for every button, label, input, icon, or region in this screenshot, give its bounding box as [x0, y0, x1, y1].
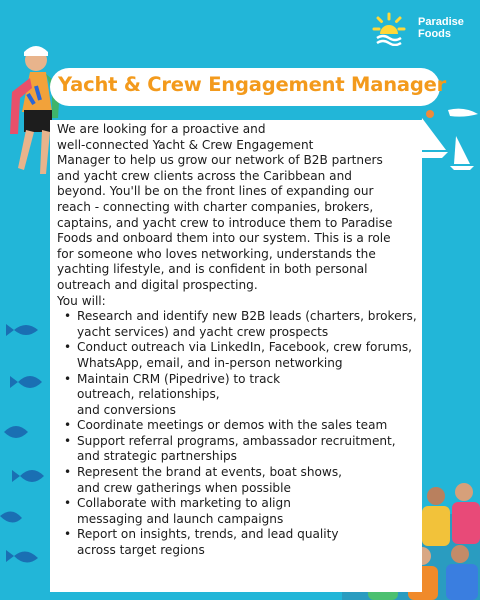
logo-line-1: Paradise	[418, 16, 464, 28]
duty-item: • Represent the brand at events, boat shows, and crew gatherings when possible	[77, 465, 422, 496]
intro-paragraph	[57, 122, 402, 294]
intro-rest: Manager to help us grow our network of B2B partners and yacht crew clients across the Caribbean and beyond. You'll be on the front lines of expanding our reach - connecting with charter companies, brokers, captains, and yacht crew to introduce them to Paradise Foods and onboard them into our system. This is a role for someone who loves networking, understands the yachting lifestyle, and is confident in both personal outreach and digital prospecting.	[57, 153, 393, 292]
sun-icon	[372, 12, 406, 46]
intro-line-1: We are looking for a proactive and	[57, 122, 266, 136]
duty-item: • Collaborate with marketing to align messaging and launch campaigns	[77, 496, 422, 527]
intro-line-2: well-connected Yacht & Crew Engagement	[57, 137, 314, 152]
fish-pattern	[0, 320, 46, 600]
duty-item: • Conduct outreach via LinkedIn, Facebook, crew forums, WhatsApp, email, and in-person networking	[77, 340, 422, 371]
job-description	[57, 122, 422, 559]
logo-line-2: Foods	[418, 28, 451, 40]
logo-wordmark	[418, 16, 464, 40]
you-will-heading: You will:	[57, 293, 106, 308]
duty-item: • Maintain CRM (Pipedrive) to track outreach, relationships, and conversions	[77, 372, 422, 419]
duty-item: • Research and identify new B2B leads (charters, brokers, yacht services) and yacht crew prospects	[77, 309, 417, 340]
paradise-foods-logo	[372, 12, 476, 46]
duty-item: • Coordinate meetings or demos with the sales team	[77, 418, 422, 434]
page-title: Yacht & Crew Engagement Manager	[58, 73, 447, 96]
duty-item: • Support referral programs, ambassador recruitment, and strategic partnerships	[77, 434, 422, 465]
duties-list	[57, 309, 422, 559]
duty-item: • Report on insights, trends, and lead quality across target regions	[77, 527, 422, 558]
